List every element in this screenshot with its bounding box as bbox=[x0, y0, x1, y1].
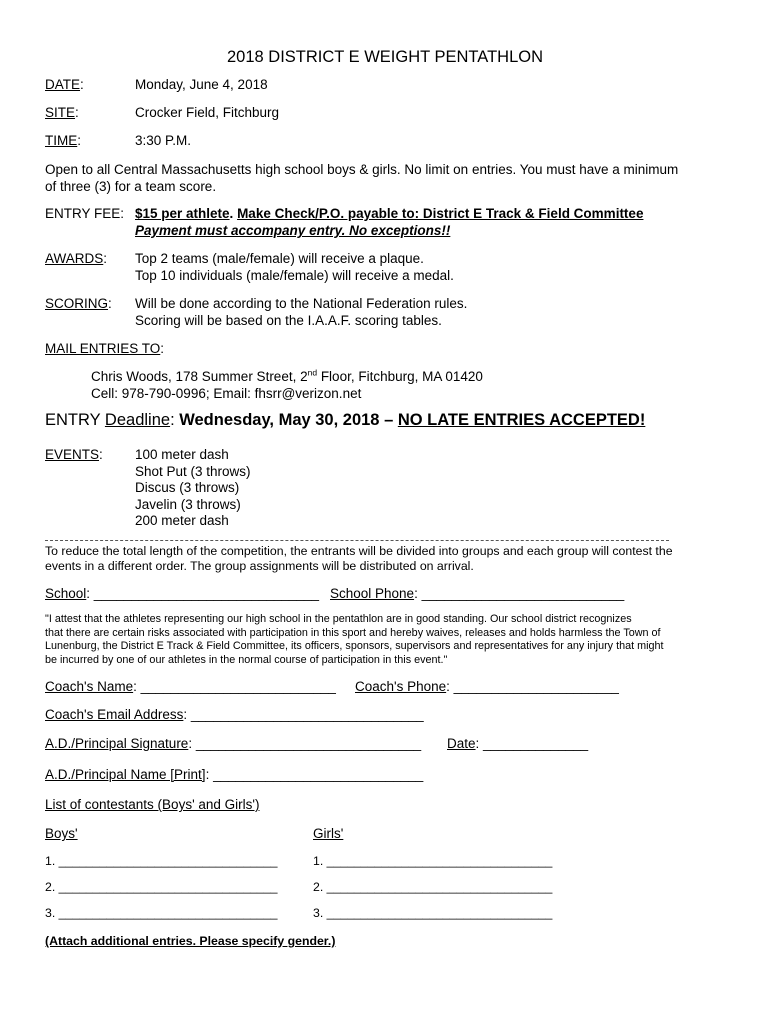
date-value: Monday, June 4, 2018 bbox=[135, 77, 268, 92]
school-phone-field[interactable] bbox=[330, 586, 624, 603]
date-label-row bbox=[45, 77, 84, 94]
date-colon: : bbox=[80, 77, 84, 92]
awards-label-row bbox=[45, 251, 107, 268]
school-colon: : bbox=[86, 586, 94, 601]
coach-phone-blank[interactable]: ______________________ bbox=[453, 679, 619, 694]
ad-signature-field[interactable] bbox=[45, 736, 421, 753]
event-item: 100 meter dash bbox=[135, 447, 229, 462]
time-label: TIME bbox=[45, 133, 78, 148]
scoring-line-1: Will be done according to the National Federation rules. bbox=[135, 296, 468, 311]
ad-name-blank[interactable]: ____________________________ bbox=[213, 767, 424, 782]
page-title: 2018 DISTRICT E WEIGHT PENTATHLON bbox=[226, 48, 543, 66]
deadline-colon: : bbox=[170, 411, 180, 429]
boys-entry-line[interactable]: 1. ________________________________ bbox=[45, 854, 278, 868]
entry-fee-payable: Make Check/P.O. payable to: District E Track & Field Committee bbox=[237, 206, 644, 221]
girls-entry-line[interactable]: 3. _________________________________ bbox=[313, 906, 553, 920]
intro-line-1: Open to all Central Massachusetts high school boys & girls. No limit on entries. You must have a minimum bbox=[45, 162, 679, 177]
coach-name-colon: : bbox=[133, 679, 141, 694]
deadline-label-pre: ENTRY bbox=[45, 411, 105, 429]
entry-fee-price: $15 per athlete bbox=[135, 206, 230, 221]
entry-deadline bbox=[45, 411, 645, 430]
awards-colon: : bbox=[103, 251, 108, 266]
scoring-label: SCORING bbox=[45, 296, 109, 311]
events-label: EVENTS bbox=[45, 447, 100, 462]
ad-date-colon: : bbox=[475, 736, 484, 751]
girls-label: Girls' bbox=[313, 826, 344, 841]
entry-fee-payment: Payment must accompany entry. No exceptions!! bbox=[135, 223, 451, 238]
girls-entry-line[interactable]: 2. _________________________________ bbox=[313, 880, 553, 894]
ad-signature-label: A.D./Principal Signature bbox=[45, 736, 189, 751]
awards-label: AWARDS bbox=[45, 251, 104, 266]
entry-fee-period: . bbox=[229, 206, 238, 221]
events-colon: : bbox=[99, 447, 103, 462]
site-label: SITE bbox=[45, 105, 76, 120]
ad-date-field[interactable] bbox=[447, 736, 588, 753]
entry-fee-label: ENTRY FEE bbox=[45, 206, 121, 221]
mail-address-rest: Floor, Fitchburg, MA 01420 bbox=[317, 369, 483, 384]
mail-contact: Cell: 978-790-0996; Email: fhsrr@verizon.net bbox=[91, 386, 362, 401]
groups-note-line-1: To reduce the total length of the competition, the entrants will be divided into groups and each group will contest the bbox=[45, 544, 673, 558]
event-item: 200 meter dash bbox=[135, 513, 229, 528]
site-value: Crocker Field, Fitchburg bbox=[135, 105, 280, 120]
deadline-label: Deadline bbox=[104, 411, 171, 429]
school-phone-label: School Phone bbox=[330, 586, 415, 601]
attest-line-1: "I attest that the athletes representing our high school in the pentathlon are in good standing. Our school district recognizes bbox=[45, 613, 632, 625]
coach-name-field[interactable] bbox=[45, 679, 336, 696]
events-label-row bbox=[45, 447, 103, 464]
ad-name-field[interactable] bbox=[45, 767, 423, 784]
time-colon: : bbox=[77, 133, 82, 148]
attest-line-4: be incurred by one of our athletes in the normal course of participation in this event." bbox=[45, 653, 448, 666]
school-label: School bbox=[45, 586, 87, 601]
boys-label: Boys' bbox=[45, 826, 78, 841]
mail-address-sup: nd bbox=[307, 367, 318, 378]
scoring-line-2: Scoring will be based on the I.A.A.F. scoring tables. bbox=[135, 313, 442, 328]
entry-fee-payment-row bbox=[135, 223, 450, 240]
school-phone-blank[interactable]: ___________________________ bbox=[421, 586, 625, 601]
mail-label: MAIL ENTRIES TO bbox=[45, 341, 161, 356]
mail-colon: : bbox=[160, 341, 165, 356]
entry-fee-line bbox=[135, 206, 643, 223]
deadline-notice: NO LATE ENTRIES ACCEPTED! bbox=[397, 411, 646, 429]
boys-entry-line[interactable]: 2. ________________________________ bbox=[45, 880, 278, 894]
awards-line-1: Top 2 teams (male/female) will receive a plaque. bbox=[135, 251, 424, 266]
school-blank[interactable]: ______________________________ bbox=[93, 586, 320, 601]
time-value: 3:30 P.M. bbox=[135, 133, 192, 148]
ad-signature-blank[interactable]: ______________________________ bbox=[195, 736, 422, 751]
contestants-heading: List of contestants (Boys' and Girls') bbox=[45, 797, 260, 812]
coach-email-label: Coach's Email Address bbox=[45, 707, 184, 722]
coach-email-colon: : bbox=[183, 707, 191, 722]
coach-phone-field[interactable] bbox=[355, 679, 619, 696]
intro-line-2: of three (3) for a team score. bbox=[45, 179, 217, 194]
site-colon: : bbox=[75, 105, 79, 120]
attest-line-3: Lunenburg, the District E Track & Field Committee, its officers, sponsors, supervisors and representatives for any injury that might bbox=[45, 640, 664, 652]
groups-note-line-2: events in a different order. The group assignments will be distributed on arrival. bbox=[45, 559, 474, 573]
mail-address bbox=[91, 369, 483, 386]
event-item: Javelin (3 throws) bbox=[135, 496, 241, 512]
site-label-row bbox=[45, 105, 79, 122]
scoring-label-row bbox=[45, 296, 112, 313]
school-field[interactable] bbox=[45, 586, 319, 603]
ad-name-colon: : bbox=[205, 767, 214, 782]
entry-fee-colon: : bbox=[120, 206, 125, 221]
school-phone-colon: : bbox=[414, 586, 422, 601]
event-item: Shot Put (3 throws) bbox=[135, 463, 251, 479]
ad-date-blank[interactable]: ______________ bbox=[483, 736, 589, 751]
date-label: DATE bbox=[45, 77, 81, 92]
awards-line-2: Top 10 individuals (male/female) will receive a medal. bbox=[135, 268, 454, 283]
coach-name-blank[interactable]: __________________________ bbox=[140, 679, 336, 694]
deadline-date: Wednesday, May 30, 2018 – bbox=[179, 411, 398, 429]
section-divider bbox=[45, 540, 669, 541]
event-item: Discus (3 throws) bbox=[135, 480, 240, 495]
time-label-row bbox=[45, 133, 81, 150]
attest-line-2: that there are certain risks associated with participation in this sport and hereby waives, releases and holds harmless the Town of bbox=[45, 626, 661, 639]
coach-email-field[interactable] bbox=[45, 707, 424, 724]
ad-signature-colon: : bbox=[188, 736, 196, 751]
coach-name-label: Coach's Name bbox=[45, 679, 134, 694]
attach-entries-note: (Attach additional entries. Please specify gender.) bbox=[45, 934, 336, 948]
ad-date-label: Date bbox=[447, 736, 476, 751]
coach-email-blank[interactable]: _______________________________ bbox=[190, 707, 424, 722]
boys-entry-line[interactable]: 3. ________________________________ bbox=[45, 906, 278, 920]
ad-name-label: A.D./Principal Name [Print] bbox=[45, 767, 206, 782]
scoring-colon: : bbox=[108, 296, 112, 311]
coach-phone-label: Coach's Phone bbox=[355, 679, 447, 694]
entry-fee-label-row bbox=[45, 206, 124, 223]
girls-entry-line[interactable]: 1. _________________________________ bbox=[313, 854, 553, 868]
mail-label-row bbox=[45, 341, 164, 358]
mail-address-main: Chris Woods, 178 Summer Street, 2 bbox=[91, 369, 308, 384]
coach-phone-colon: : bbox=[446, 679, 454, 694]
